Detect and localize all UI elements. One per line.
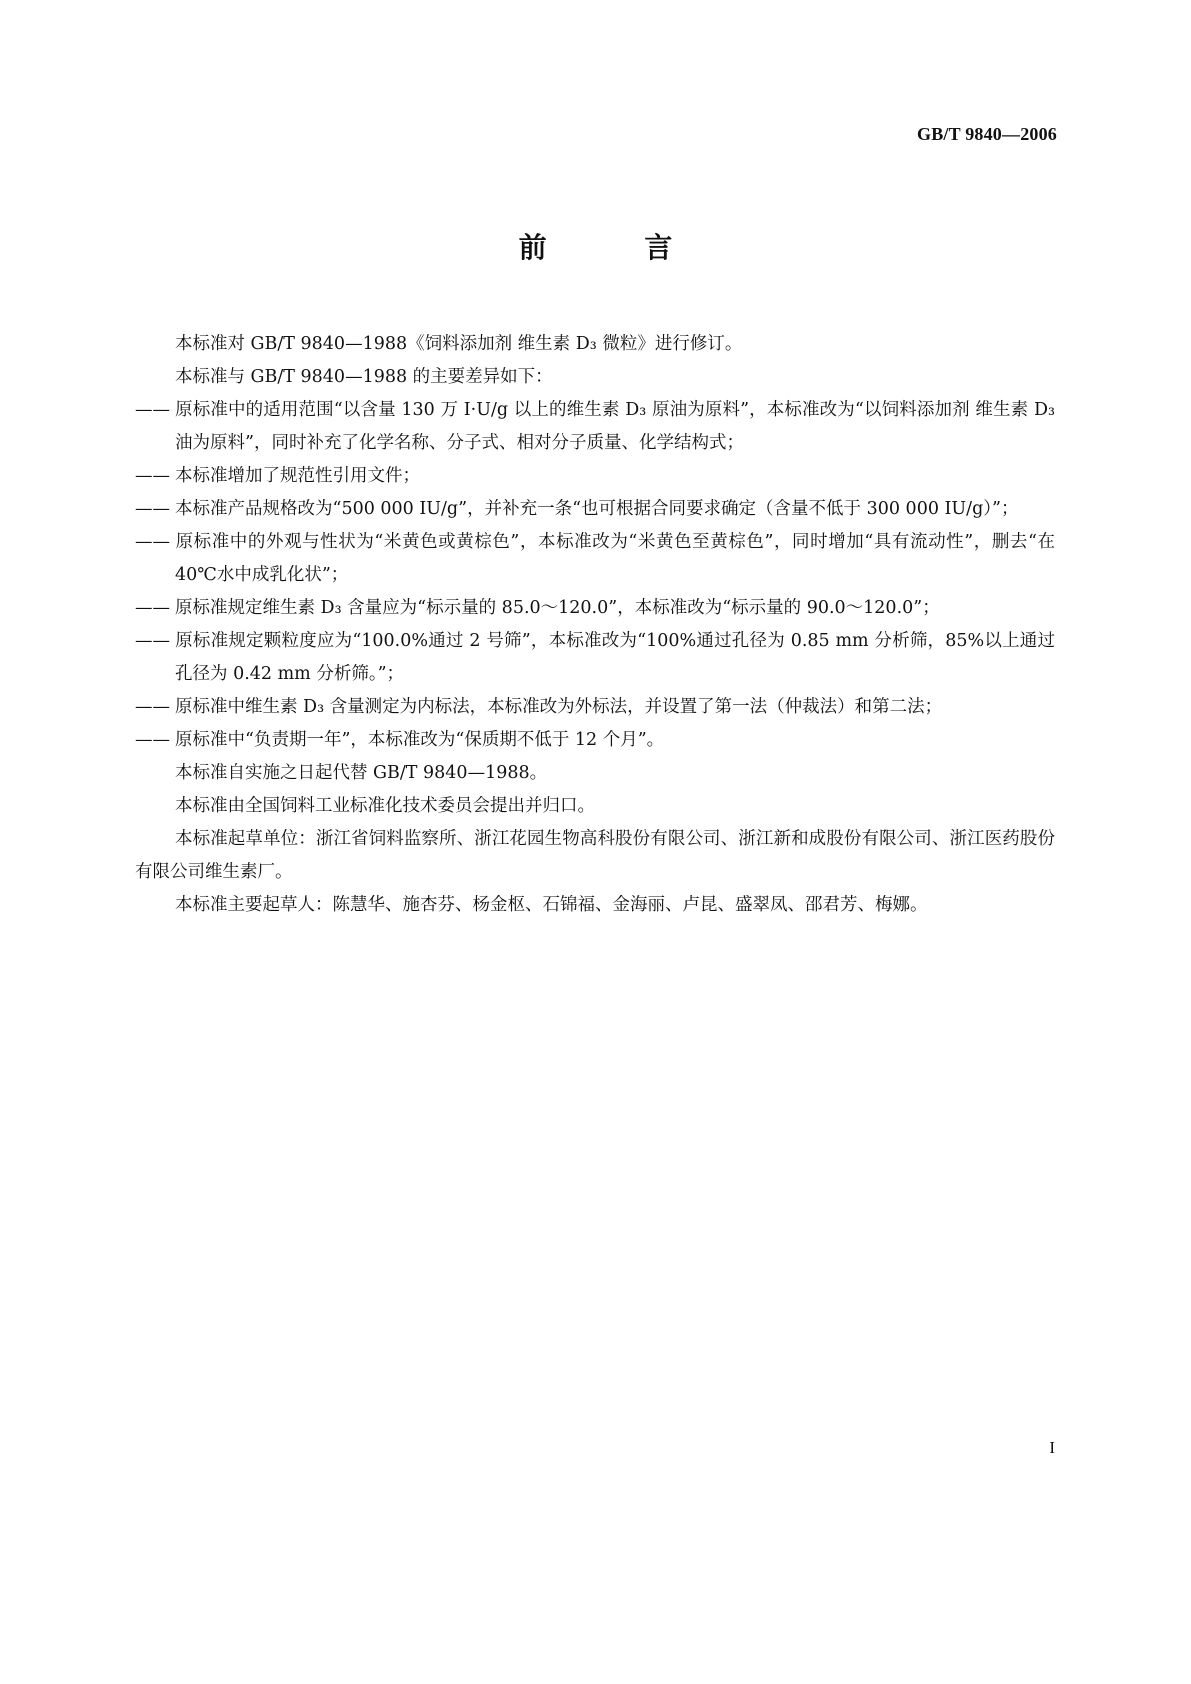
difference-text: 原标准中“负责期一年”，本标准改为“保质期不低于 12 个月”。 xyxy=(175,730,665,750)
dash-marker: —— xyxy=(135,730,170,750)
intro-paragraph-revision: 本标准对 GB/T 9840—1988《饲料添加剂 维生素 D₃ 微粒》进行修订。 xyxy=(175,334,743,354)
page-title: 前 言 xyxy=(518,231,717,264)
intro-paragraph-differences: 本标准与 GB/T 9840—1988 的主要差异如下： xyxy=(175,367,553,387)
difference-text: 原标准规定颗粒度应为“100.0%通过 2 号筛”，本标准改为“100%通过孔径为 0.85 mm 分析筛，85%以上通过孔径为 0.42 mm 分析筛。”； xyxy=(175,631,1055,684)
difference-item xyxy=(135,592,1055,625)
difference-item xyxy=(135,526,1055,592)
page-number: I xyxy=(1049,1438,1055,1457)
difference-item xyxy=(135,460,1055,493)
dash-marker: —— xyxy=(135,466,170,486)
difference-text: 原标准中的外观与性状为“米黄色或黄棕色”，本标准改为“米黄色至黄棕色”，同时增加“具有流动性”，删去“在 40℃水中成乳化状”； xyxy=(175,532,1055,585)
difference-text: 原标准中的适用范围“以含量 130 万 I·U/g 以上的维生素 D₃ 原油为原料”，本标准改为“以饲料添加剂 维生素 D₃ 油为原料”，同时补充了化学名称、分子式、相对分子质量、化学结构式； xyxy=(175,400,1055,453)
difference-text: 本标准增加了规范性引用文件； xyxy=(175,466,420,486)
difference-item xyxy=(135,625,1055,691)
dash-marker: —— xyxy=(135,532,170,552)
difference-text: 原标准中维生素 D₃ 含量测定为内标法，本标准改为外标法，并设置了第一法（仲裁法）和第二法； xyxy=(175,697,943,717)
difference-item xyxy=(135,691,1055,724)
main-drafters: 本标准主要起草人：陈慧华、施杏芬、杨金枢、石锦福、金海丽、卢昆、盛翠凤、邵君芳、梅娜。 xyxy=(175,895,928,915)
foreword-body xyxy=(135,328,1055,922)
dash-marker: —— xyxy=(135,598,170,618)
dash-marker: —— xyxy=(135,697,170,717)
difference-item xyxy=(135,394,1055,460)
difference-text: 原标准规定维生素 D₃ 含量应为“标示量的 85.0～120.0”，本标准改为“标示量的 90.0～120.0”； xyxy=(175,598,940,618)
difference-item xyxy=(135,724,1055,757)
dash-marker: —— xyxy=(135,631,170,651)
differences-list xyxy=(135,394,1055,757)
standard-code: GB/T 9840—2006 xyxy=(917,124,1057,144)
dash-marker: —— xyxy=(135,400,170,420)
dash-marker: —— xyxy=(135,499,170,519)
difference-item xyxy=(135,493,1055,526)
drafting-units: 本标准起草单位：浙江省饲料监察所、浙江花园生物高科股份有限公司、浙江新和成股份有限公司、浙江医药股份有限公司维生素厂。 xyxy=(135,829,1055,882)
proposer-statement: 本标准由全国饲料工业标准化技术委员会提出并归口。 xyxy=(175,796,595,816)
replacement-statement: 本标准自实施之日起代替 GB/T 9840—1988。 xyxy=(175,763,548,783)
difference-text: 本标准产品规格改为“500 000 IU/g”，并补充一条“也可根据合同要求确定（含量不低于 300 000 IU/g）”； xyxy=(175,499,1019,519)
